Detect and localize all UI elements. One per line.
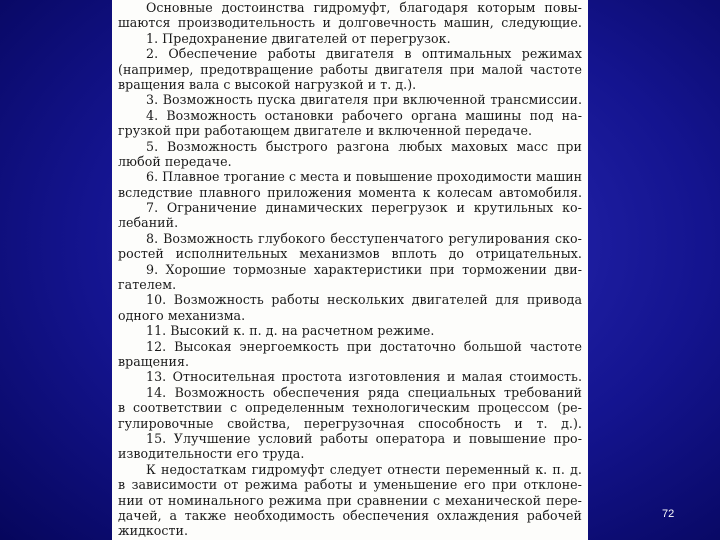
slide-page-number: 72 bbox=[662, 508, 675, 520]
text-line: любой передаче. bbox=[118, 153, 232, 169]
text-line: 5. Возможность быстрого разгона любых маховых масс при bbox=[146, 138, 582, 154]
text-line: жидкости. bbox=[118, 523, 189, 539]
text-line: нии от номинального режима при сравнении с механической пере- bbox=[118, 492, 582, 508]
text-line: К недостаткам гидромуфт следует отнести переменный к. п. д. bbox=[146, 461, 582, 477]
text-line: вращения. bbox=[118, 353, 190, 369]
text-line: шаются производительность и долговечность машин, следующие. bbox=[118, 15, 582, 31]
text-line: 10. Возможность работы нескольких двигателей для привода bbox=[146, 292, 582, 308]
text-line: 7. Ограничение динамических перегрузок и крутильных ко- bbox=[146, 200, 582, 216]
text-line: 11. Высокий к. п. д. на расчетном режиме. bbox=[146, 323, 435, 339]
text-line: гателем. bbox=[118, 277, 177, 293]
text-line: 14. Возможность обеспечения ряда специальных требований bbox=[146, 384, 582, 400]
text-line: 15. Улучшение условий работы оператора и повышение про- bbox=[146, 430, 582, 446]
text-line: 9. Хорошие тормозные характеристики при торможении дви- bbox=[146, 261, 582, 277]
text-line: вследствие плавного приложения момента к колесам автомобиля. bbox=[118, 184, 582, 200]
text-line: дачей, а также необходимость обеспечения охлаждения рабочей bbox=[118, 507, 582, 523]
text-line: (например, предотвращение работы двигателя при малой частоте bbox=[118, 61, 582, 77]
text-line: грузкой при работающем двигателе и включенной передаче. bbox=[118, 123, 533, 139]
text-line: 8. Возможность глубокого бесступенчатого регулирования ско- bbox=[146, 230, 582, 246]
text-line: изводительности его труда. bbox=[118, 446, 305, 462]
text-line: Основные достоинства гидромуфт, благодаря которым повы- bbox=[146, 0, 582, 15]
text-line: 2. Обеспечение работы двигателя в оптимальных режимах bbox=[146, 46, 582, 62]
text-line: 4. Возможность остановки рабочего органа машины под на- bbox=[146, 107, 582, 123]
text-line: гулировочные свойства, перегрузочная способность и т. д.). bbox=[118, 415, 582, 431]
text-line: одного механизма. bbox=[118, 307, 246, 323]
text-line: 6. Плавное трогание с места и повышение проходимости машин bbox=[146, 169, 583, 185]
text-line: 12. Высокая энергоемкость при достаточно большой частоте bbox=[146, 338, 582, 354]
text-line: 1. Предохранение двигателей от перегрузок. bbox=[146, 30, 451, 46]
text-line: 13. Относительная простота изготовления и малая стоимость. bbox=[146, 369, 582, 385]
text-line: 3. Возможность пуска двигателя при включенной трансмиссии. bbox=[146, 92, 582, 108]
text-line: ростей исполнительных механизмов вплоть до отрицательных. bbox=[118, 246, 582, 262]
text-line: лебаний. bbox=[118, 215, 179, 231]
text-line: в соответствии с определенным технологическим процессом (ре- bbox=[118, 400, 582, 416]
text-line: в зависимости от режима работы и уменьшение его при отклоне- bbox=[118, 477, 582, 493]
scanned-page bbox=[112, 0, 588, 540]
text-line: вращения вала с высокой нагрузкой и т. д.). bbox=[118, 76, 417, 92]
